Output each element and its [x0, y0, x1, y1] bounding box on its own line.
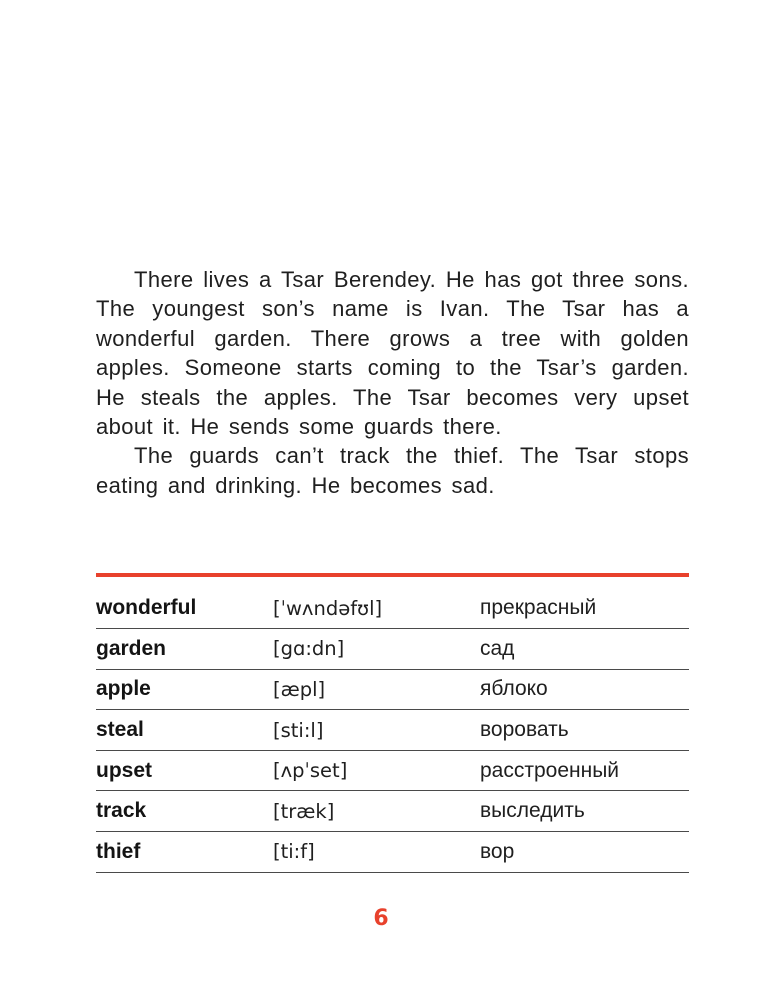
- table-row: [96, 669, 689, 710]
- vocab-transcription: [æpl]: [273, 669, 480, 710]
- vocab-translation: выследить: [480, 791, 689, 832]
- vocab-transcription: [sti:l]: [273, 710, 480, 751]
- table-row: [96, 588, 689, 629]
- story-paragraph-1: There lives a Tsar Berendey. He has got three sons. The youngest son’s name is Ivan. The Tsar has a wonderful garden. There grows a tree with golden apples. Someone starts coming to the Tsar’s garden. He steals the apples. The Tsar becomes very upset about it. He sends some guards there.: [96, 267, 689, 440]
- vocab-word: wonderful: [96, 588, 273, 629]
- vocab-transcription: [ʌpˈset]: [273, 750, 480, 791]
- page-number: 6: [373, 906, 389, 931]
- table-row: [96, 710, 689, 751]
- vocab-transcription: [ti:f]: [273, 832, 480, 873]
- table-row: [96, 791, 689, 832]
- vocab-word: apple: [96, 669, 273, 710]
- table-row: [96, 832, 689, 873]
- vocab-translation: яблоко: [480, 669, 689, 710]
- vocab-translation: воровать: [480, 710, 689, 751]
- vocab-word: thief: [96, 832, 273, 873]
- table-row: [96, 629, 689, 670]
- vocab-transcription: [træk]: [273, 791, 480, 832]
- vocab-transcription: [ˈwʌndəfʊl]: [273, 588, 480, 629]
- table-row: [96, 750, 689, 791]
- story-text: [96, 265, 689, 500]
- story-paragraph-2: The guards can’t track the thief. The Tsar stops eating and drinking. He becomes sad.: [96, 443, 689, 498]
- vocab-word: upset: [96, 750, 273, 791]
- vocabulary-table: [96, 588, 689, 873]
- vocab-translation: вор: [480, 832, 689, 873]
- vocab-word: track: [96, 791, 273, 832]
- vocabulary-top-divider: [96, 573, 689, 577]
- vocab-word: garden: [96, 629, 273, 670]
- vocab-word: steal: [96, 710, 273, 751]
- vocab-transcription: [gɑ:dn]: [273, 629, 480, 670]
- vocab-translation: расстроенный: [480, 750, 689, 791]
- vocab-translation: прекрасный: [480, 588, 689, 629]
- vocab-translation: сад: [480, 629, 689, 670]
